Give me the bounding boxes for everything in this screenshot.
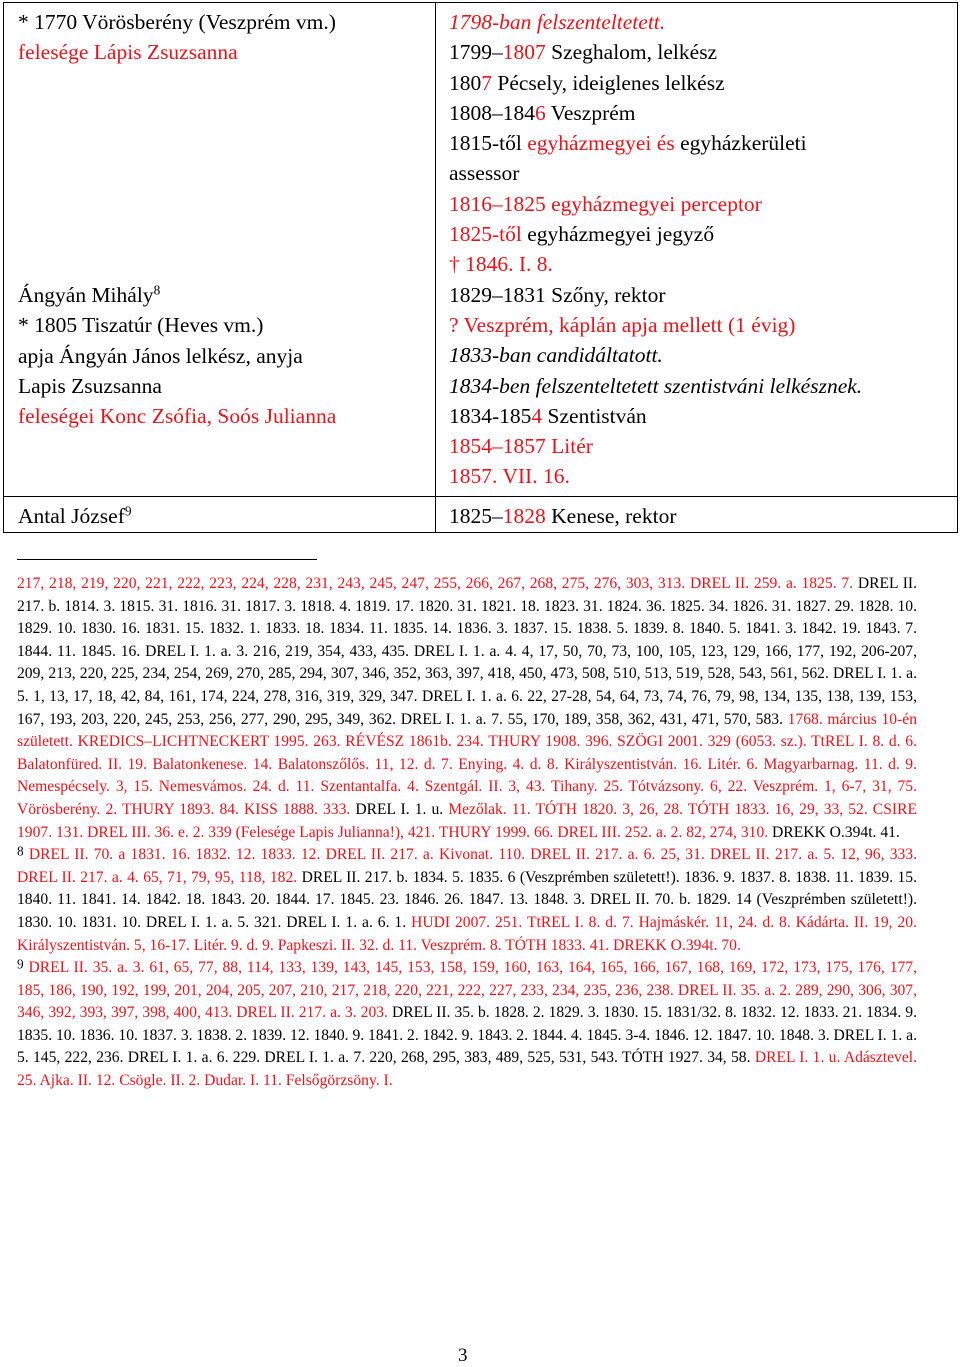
text-run: DREL I. 1. u. (350, 800, 449, 818)
career-line (449, 340, 957, 370)
entry-left-cell (4, 3, 436, 497)
career-line (449, 98, 957, 128)
career-line (449, 371, 957, 401)
text-run: Kenese, rektor (545, 504, 677, 528)
text-line: * 1770 Vörösberény (Veszprém vm.) (18, 10, 336, 34)
entries-table (3, 2, 958, 533)
text-run: DREL II. 217. b. 1834. 5. 1835. 6 (Veszprémben született!). 1836. 9. 1837. 8. 1838. 11. 1839. 15. 1840. 11. 1841. 14. 1842. 18. 1843. 20. 1844. 17. 1845. 23. 1846. 26. 1847. 13. 1848. 3. DREL II. 70. b. 1829. 14 (Veszprémben született!). 1830. 10. 1831. 10. DREL I. 1. a. 5. 321. DREL I. 1. a. 6. 1. (17, 868, 917, 931)
text-line: Lapis Zsuzsanna (18, 373, 162, 398)
text-run: 1854–1857 Litér (449, 434, 593, 459)
text-line: feleségei Konc Zsófia, Soós Julianna (18, 404, 337, 429)
footnote-ref[interactable]: 8 (153, 282, 161, 298)
career-line (449, 7, 957, 37)
text-run: 1857. VII. 16. (449, 464, 570, 489)
text-run: egyházkerületi (674, 131, 807, 156)
text-run: Szentistván (542, 403, 647, 428)
text-run: 6 (535, 100, 546, 125)
text-run: 1815-től (449, 131, 528, 156)
career-lines (449, 7, 957, 496)
career-line (449, 401, 957, 431)
text-run: DREKK O.394t. 41. (768, 823, 900, 841)
footnotes (17, 573, 917, 1093)
footnote (17, 573, 917, 844)
text-run: Pécsely, ideiglenes lelkész (492, 70, 725, 95)
career-line (449, 280, 957, 310)
person-entry-angyan-mihaly (18, 280, 336, 431)
text-line: * 1805 Tiszatúr (Heves vm.) (18, 313, 264, 338)
footnote-mark: 9 (17, 956, 24, 972)
text-run: 1829–1831 Szőny, rektor (449, 282, 666, 307)
text-run: DREL II. 70. a 1831. 16. 1832. 12. 1833. 12. DREL II. 217. a. Kivonat. 110. DREL II. 217. a. 6. 25, 31. DREL II. 217. a. 5. 12, 96, 333. DREL II. 217. a. 4. 65, 71, 79, 95, 118, 182. (17, 846, 917, 886)
text-run: 4 (531, 403, 543, 428)
career-line (449, 501, 957, 531)
text-run: Veszprém (545, 100, 636, 125)
text-run: DREL II. 35. a. 3. 61, 65, 77, 88, 114, 133, 139, 143, 145, 153, 158, 159, 160, 163, 164, 165, 166, 167, 168, 169, 172, 173, 175, 176, 177, 185, 186, 190, 192, 199, 201, 204, 205, 207, 210, 217, 218, 220, 221, 222, 227, 233, 234, 235, 236, 238. DREL II. 35. a. 2. 289, 290, 306, 307, 346, 392, 393, 397, 398, 400, 413. DREL II. 217. a. 3. 203. (17, 959, 917, 1022)
career-line (449, 431, 957, 461)
page-number: 3 (458, 1345, 468, 1366)
career-line (449, 158, 957, 188)
text-run: 1808–184 (449, 100, 535, 125)
text-run: 1834-185 (449, 403, 532, 428)
text-run: 1807 (502, 40, 546, 65)
text-run: ? Veszprém, káplán apja mellett (1 évig) (449, 312, 796, 337)
career-line (449, 128, 957, 158)
text-run: Szeghalom, lelkész (545, 40, 718, 65)
footnote-separator (17, 559, 317, 560)
text-run: 1768. március 10-én született. KREDICS–LICHTNECKERT 1995. 263. RÉVÉSZ 1861b. 234. THURY 1908. 396. SZÖGI 2001. 329 (6053. sz.). TtREL I. 8. d. 6. Balatonfüred. II. 19. Balatonkenese. 14. Balatonszőlős. 11, 12. d. 7. Enying. 4. d. 8. Királyszentistván. 16. Litér. 6. Magyarbarnag. 11. d. 9. Nemespécsely. 3, 15. Nemesvámos. 24. d. 11. Szentantalfa. 4. Szentgál. II. 3, 43. Tihany. 25. Tótvázsony. 6, 22. Veszprém. 1, 6-7, 31, 75. Vörösberény. 2. THURY 1893. 84. KISS 1888. 333. (17, 710, 917, 818)
text-run: 1833-ban candidáltatott. (449, 343, 663, 368)
table-row (4, 3, 958, 497)
career-line (449, 37, 957, 67)
text-line: felesége Lápis Zsuzsanna (18, 40, 238, 65)
text-line: apja Ángyán János lelkész, anyja (18, 343, 303, 368)
entry-right-cell (436, 3, 958, 497)
text-run: 180 (449, 70, 482, 95)
text-run: 1834-ben felszenteltetett szentistváni lelkésznek. (449, 373, 863, 398)
entry-left-cell (4, 497, 436, 533)
text-run: Mezőlak. 11. TÓTH 1820. 3, 26, 28. TÓTH 1833. 16, 29, 33, 52. CSIRE 1907. 131. DREL III. 36. e. 2. 339 (Felesége Lapis Julianna!), 421. THURY 1999. 66. DREL III. 252. a. 2. 82, 274, 310. (17, 800, 917, 841)
text-run: 1798-ban felszenteltetett. (449, 10, 666, 34)
career-line (449, 461, 957, 491)
career-line (449, 219, 957, 249)
text-run: 1825– (449, 504, 503, 528)
text-run: DREL II. 217. b. 1814. 3. 1815. 31. 1816. 31. 1817. 3. 1818. 4. 1819. 17. 1820. 31. 1821. 18. 1823. 31. 1824. 36. 1825. 34. 1826. 31. 1827. 29. 1828. 10. 1829. 10. 1830. 16. 1831. 15. 1832. 1. 1833. 18. 1834. 11. 1835. 14. 1836. 3. 1837. 15. 1838. 5. 1839. 8. 1840. 5. 1841. 3. 1842. 19. 1843. 7. 1844. 11. 1845. 16. DREL I. 1. a. 3. 216, 219, 354, 433, 435. DREL I. 1. a. 4. 4, 17, 50, 70, 73, 100, 105, 123, 129, 166, 177, 192, 206-207, 209, 213, 220, 225, 234, 254, 269, 270, 285, 294, 307, 346, 352, 363, 397, 418, 450, 473, 508, 510, 513, 519, 528, 543, 561, 562. DREL I. 1. a. 5. 1, 13, 17, 18, 42, 84, 161, 174, 224, 278, 316, 319, 329, 347. DREL I. 1. a. 6. 22, 27-28, 54, 64, 73, 74, 76, 79, 98, 134, 135, 138, 139, 153, 167, 193, 203, 220, 245, 253, 256, 277, 290, 295, 349, 362. DREL I. 1. a. 7. 55, 170, 189, 358, 362, 431, 471, 570, 583. (17, 575, 917, 728)
footnote (17, 844, 917, 957)
career-line (449, 68, 957, 98)
footnote-mark: 8 (17, 843, 24, 859)
entry-right-cell (436, 497, 958, 533)
text-run: 1799– (449, 40, 503, 65)
text-run: assessor (449, 161, 520, 186)
text-run: 217, 218, 219, 220, 221, 222, 223, 224, 228, 231, 243, 245, 247, 255, 266, 267, 268, 275, 276, 303, 313. DREL II. 259. a. 1825. 7. (17, 575, 854, 592)
text-run: DREL II. 35. b. 1828. 2. 1829. 3. 1830. 15. 1831/32. 8. 1832. 12. 1833. 21. 1834. 9. 1835. 10. 1836. 10. 1837. 3. 1838. 2. 1839. 12. 1840. 9. 1841. 2. 1842. 9. 1843. 2. 1844. 4. 1845. 3-4. 1846. 12. 1847. 10. 1848. 3. DREL I. 1. a. 5. 145, 222, 236. DREL I. 1. a. 6. 229. DREL I. 1. a. 7. 220, 268, 295, 383, 489, 525, 531, 543. TÓTH 1927. 34, 58. (17, 1004, 917, 1067)
text-run: 1828 (502, 504, 546, 528)
footnote-ref[interactable]: 9 (124, 503, 132, 519)
text-run: HUDI 2007. 251. TtREL I. 8. d. 7. Hajmáskér. 11, 24. d. 8. Kádárta. II. 19, 20. Királyszentistván. 5, 16-17. Litér. 9. d. 9. Papkeszi. II. 32. d. 11. Veszprém. 8. TÓTH 1833. 41. DREKK O.394t. 70. (17, 913, 918, 954)
person-name: Antal József$^9$ (18, 503, 132, 528)
career-line (449, 310, 957, 340)
table-row (4, 497, 958, 533)
text-run: egyházmegyei és (527, 131, 675, 156)
text-run: 1825-től (449, 222, 522, 247)
text-run: egyházmegyei jegyző (521, 222, 715, 247)
text-run: † 1846. I. 8. (449, 252, 553, 277)
text-run: 7 (481, 70, 492, 95)
first-entry-text (18, 7, 336, 68)
career-line (449, 249, 957, 279)
career-line (449, 189, 957, 219)
text-run: DREL I. 1. u. Adásztevel. 25. Ajka. II. 12. Csögle. II. 2. Dudar. I. 11. Felsőgörzsöny. I. (17, 1049, 918, 1090)
person-name: Ángyán Mihály$^8$ (18, 282, 161, 307)
text-run: 1816–1825 egyházmegyei perceptor (449, 191, 762, 216)
footnote (17, 957, 917, 1093)
career-lines (449, 501, 957, 532)
